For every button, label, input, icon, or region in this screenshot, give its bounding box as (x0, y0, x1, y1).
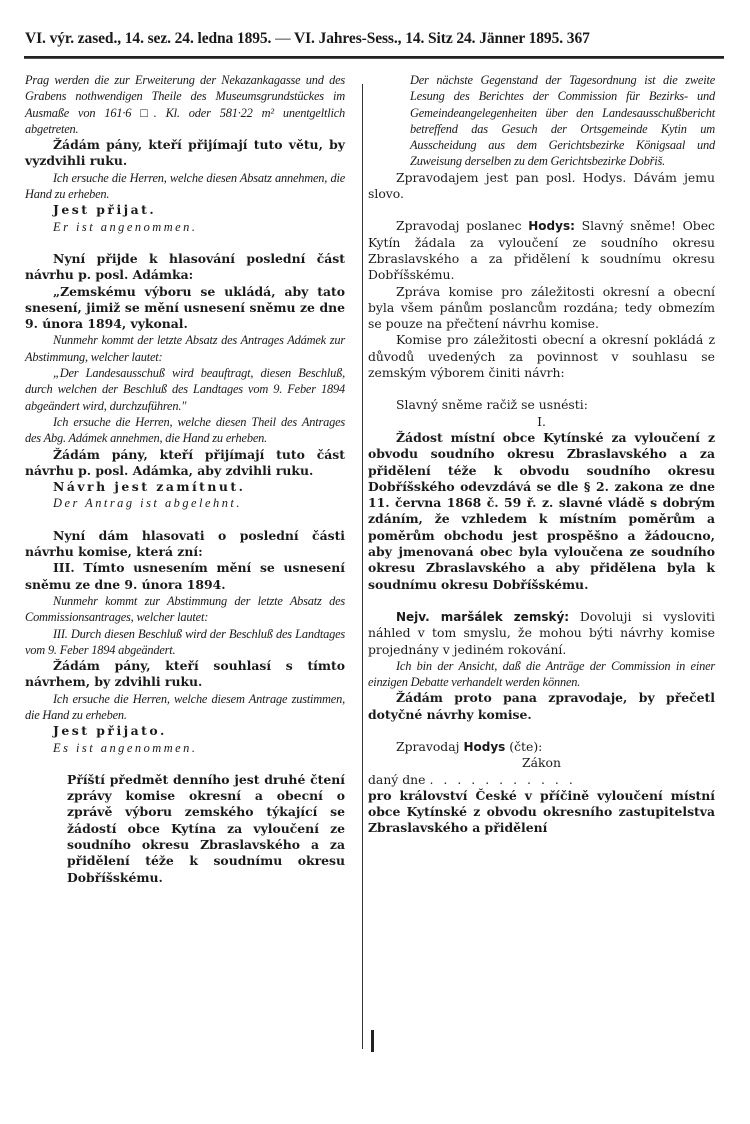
paragraph: Zpráva komise pro záležitosti okresní a obecní byla všem pánům poslancům rozdána; tedy obmezím se pouze na přečtení návrhu komise. (368, 283, 715, 332)
paragraph: Nunmehr kommt zur Abstimmung der letzte Absatz des Commissionsantrages, welcher lautet: (25, 593, 345, 625)
paragraph: Žádost místní obce Kytínské za vyloučení z obvodu soudního okresu Zbraslavského a za přidělení téže k obvodu soudního okresu Dobříšského odevzdává se dle § 2. zakona ze dne 11. června 1868 č. 59 ř. z. slavné vládě s dobrým zdáním, že vzhledem k místním poměrům a poměrům obchodu jest prospěšno a žádoucno, aby jmenovaná obec byla vyloučena ze soudního okresu Zbraslavského a aby přidělena byla k soudnímu okresu Dobříšskému. (368, 429, 715, 592)
speaker-note: (čte): (509, 738, 543, 754)
paragraph (368, 609, 715, 658)
running-header (25, 30, 725, 48)
speech-text: Dovoluji si vysloviti náhled v tom smyslu, že mohou býti návrhy komise projednány v jediném rokování. (368, 608, 715, 657)
header-dash: — (275, 30, 291, 47)
paragraph: „Zemskému výboru se ukládá, aby tato snesení, jimiž se mění usnesení sněmu ze dne 9. února 1894, vykonal. (25, 283, 345, 332)
law-date-line (368, 772, 715, 788)
agenda-item: Příští předmět denního jest druhé čtení zprávy komise okresní a obecní o zprávě výboru zemského týkající se žádostí obce Kytína za vyloučení ze soudního okresu Zbraslavského a za přidělení téže k soudnímu okresu Dobříšskému. (67, 771, 345, 885)
paragraph: Žádám proto pana zpravodaje, by přečetl dotyčné návrhy komise. (368, 690, 715, 722)
left-column (25, 72, 345, 886)
paragraph: Nyní přijde k hlasování poslední část návrhu p. posl. Adámka: (25, 250, 345, 283)
result-german: Er ist angenommen. (53, 219, 198, 234)
paragraph: Žádám pány, kteří souhlasí s tímto návrhem, by zdvihli ruku. (25, 658, 345, 690)
right-column (368, 72, 715, 837)
paragraph (368, 739, 715, 755)
column-divider (362, 84, 363, 1049)
speaker-name: Hodys (463, 739, 506, 754)
paragraph: Žádám pány, kteří přijímají tuto větu, by vyzdvihli ruku. (25, 137, 345, 169)
header-german: VI. Jahres-Sess., 14. Sitz 24. Jänner 1895. (294, 30, 564, 47)
paragraph: Ich ersuche die Herren, welche diesem Antrage zustimmen, die Hand zu erheben. (25, 691, 345, 722)
result-german: Der Antrag ist abgelehnt. (53, 496, 242, 511)
paragraph: Komise pro záležitosti obecní a okresní pokládá z důvodů uvedených za povinnost v souhlasu se zemským výborem činiti návrh: (368, 332, 715, 381)
speaker-intro: Zpravodaj poslanec (396, 218, 522, 234)
speaker-name: Nejv. maršálek zemský: (396, 609, 570, 624)
paragraph: Nunmehr kommt der letzte Absatz des Antrages Adámek zur Abstimmung, welcher lautet: (25, 333, 345, 364)
law-date-blank: ........... (429, 771, 583, 787)
speech-text: Slavný sněme! Obec Kytín žádala za vyloučení ze soudního okresu Zbraslavského a za přidělení k soudnímu okresu Dobříšskému. (368, 218, 715, 283)
header-czech: VI. výr. zased., 14. sez. 24. ledna 1895. (25, 30, 272, 47)
paragraph: III. Tímto usnesením mění se usnesení sněmu ze dne 9. února 1894. (25, 560, 345, 592)
paragraph: Ich ersuche die Herren, welche diesen Absatz annehmen, die Hand zu erheben. (25, 170, 345, 202)
paragraph: „Der Landesausschuß wird beauftragt, diesen Beschluß, durch welchen der Beschluß des Landtages vom 9. Feber 1894 abgeändert wird, durchzuführen." (25, 366, 345, 413)
result-german: Es ist angenommen. (53, 740, 198, 755)
speaker-intro: Zpravodaj (396, 738, 460, 754)
law-date-label: daný dne (368, 771, 426, 787)
paragraph: Žádám pány, kteří přijímají tuto část návrhu p. posl. Adámka, aby zdvihli ruku. (25, 446, 345, 478)
header-rule (24, 56, 724, 59)
paragraph: Prag werden die zur Erweiterung der Nekazankagasse und des Grabens nothwendigen Theile des Museumsgrundstückes im Ausmaße von 161·6 □. Kl. oder 581·22 m² unentgeltlich abgetreten. (25, 73, 345, 136)
column-divider-end (371, 1030, 374, 1052)
paragraph: Ich ersuche die Herren, welche diesen Theil des Antrages des Abg. Adámek annehmen, die Hand zu erheben. (25, 414, 345, 446)
resolution-heading: Slavný sněme račiž se usnésti: (396, 397, 588, 413)
section-numeral: I. (537, 413, 546, 429)
result-czech: Návrh jest zamítnut. (53, 479, 246, 495)
paragraph: III. Durch diesen Beschluß wird der Beschluß des Landtages vom 9. Feber 1894 abgeändert. (25, 626, 345, 657)
agenda-item-german: Der nächste Gegenstand der Tagesordnung ist die zweite Lesung des Berichtes der Commission für Bezirks- und Gemeindeangelegenheiten über den Landesausschußbericht betreffend das Gesuch der Ortsgemeinde Kytin um Ausscheidung aus dem Gerichtsbezirke Königsaal und Zuweisung derselben zu dem Gerichtsbezirke Dobřiš. (410, 73, 715, 169)
law-title: Zákon (522, 755, 561, 771)
paragraph: Zpravodajem jest pan posl. Hodys. Dávám jemu slovo. (368, 169, 715, 202)
result-czech: Jest přijat. (53, 202, 157, 218)
paragraph: Nyní dám hlasovati o poslední části návrhu komise, která zní: (25, 527, 345, 560)
result-czech: Jest přijato. (53, 723, 167, 739)
page-number: 367 (566, 30, 590, 47)
paragraph: Ich bin der Ansicht, daß die Anträge der Commission in einer einzigen Debatte verhandelt werden können. (368, 658, 715, 690)
paragraph: pro království České v příčině vyloučení místní obce Kytínské z obvodu okresního zastupitelstva Zbraslavského a přidělení (368, 787, 715, 836)
speaker-name: Hodys: (528, 219, 575, 234)
paragraph (368, 218, 715, 283)
